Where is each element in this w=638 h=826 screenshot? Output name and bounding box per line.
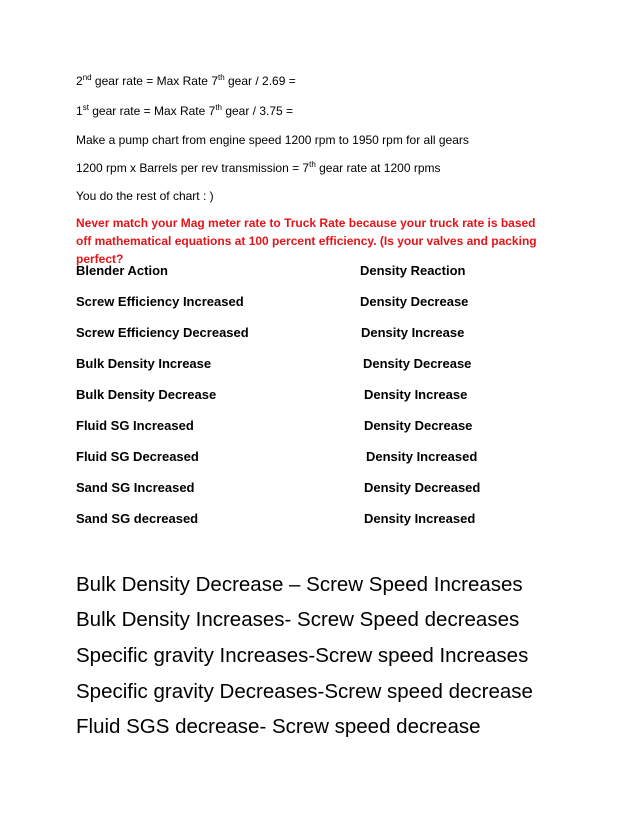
row-reaction: Density Decreased (364, 480, 481, 495)
formula-superscript: nd (82, 73, 92, 82)
row-action: Bulk Density Decrease (76, 387, 217, 402)
second-gear-formula (76, 74, 296, 88)
table-row (0, 480, 638, 498)
row-action: Screw Efficiency Increased (76, 294, 244, 309)
formula-text: gear rate = Max Rate 7 (88, 104, 216, 118)
summary-line: Specific gravity Increases-Screw speed Increases (76, 644, 529, 667)
summary-line: Bulk Density Increases- Screw Speed decreases (76, 608, 520, 631)
formula-superscript: th (215, 103, 222, 112)
formula-text: gear / 2.69 = (224, 74, 296, 88)
rpm-formula (76, 161, 441, 175)
row-reaction: Density Increase (364, 387, 468, 402)
pump-chart-instruction: Make a pump chart from engine speed 1200 rpm to 1950 rpm for all gears (76, 133, 469, 147)
formula-text: gear / 3.75 = (222, 104, 294, 118)
header-action: Blender Action (76, 263, 168, 278)
table-row (0, 387, 638, 405)
header-reaction: Density Reaction (360, 263, 466, 278)
warning-note: Never match your Mag meter rate to Truck Rate because your truck rate is based off mathematical equations at 100 percent efficiency. (Is your valves and packing perfect? (76, 216, 537, 266)
summary-line: Fluid SGS decrease- Screw speed decrease (76, 715, 481, 738)
table-row (0, 511, 638, 529)
table-row (0, 418, 638, 436)
rest-of-chart-note: You do the rest of chart : ) (76, 189, 214, 203)
formula-text: 1 (76, 104, 83, 118)
row-action: Screw Efficiency Decreased (76, 325, 249, 340)
row-action: Bulk Density Increase (76, 356, 212, 371)
rpm-formula-superscript: th (309, 160, 316, 169)
row-reaction: Density Decrease (364, 418, 473, 433)
row-action: Sand SG Increased (76, 480, 195, 495)
formula-superscript: st (82, 103, 89, 112)
rpm-formula-text: gear rate at 1200 rpms (315, 161, 441, 175)
table-row (0, 325, 638, 343)
summary-line: Bulk Density Decrease – Screw Speed Increases (76, 573, 523, 596)
formula-text: 2 (76, 74, 83, 88)
first-gear-formula (76, 104, 293, 118)
formula-superscript: th (218, 73, 225, 82)
row-action: Sand SG decreased (76, 511, 199, 526)
summary-line: Specific gravity Decreases-Screw speed decrease (76, 680, 533, 703)
table-header (0, 263, 638, 281)
rpm-formula-text: 1200 rpm x Barrels per rev transmission = 7 (76, 161, 310, 175)
table-row (0, 449, 638, 467)
row-reaction: Density Decrease (360, 294, 469, 309)
table-row (0, 356, 638, 374)
row-action: Fluid SG Increased (76, 418, 194, 433)
row-reaction: Density Increased (364, 511, 476, 526)
row-action: Fluid SG Decreased (76, 449, 199, 464)
formula-text: gear rate = Max Rate 7 (91, 74, 218, 88)
row-reaction: Density Increased (366, 449, 478, 464)
row-reaction: Density Decrease (363, 356, 472, 371)
row-reaction: Density Increase (361, 325, 465, 340)
table-row (0, 294, 638, 312)
